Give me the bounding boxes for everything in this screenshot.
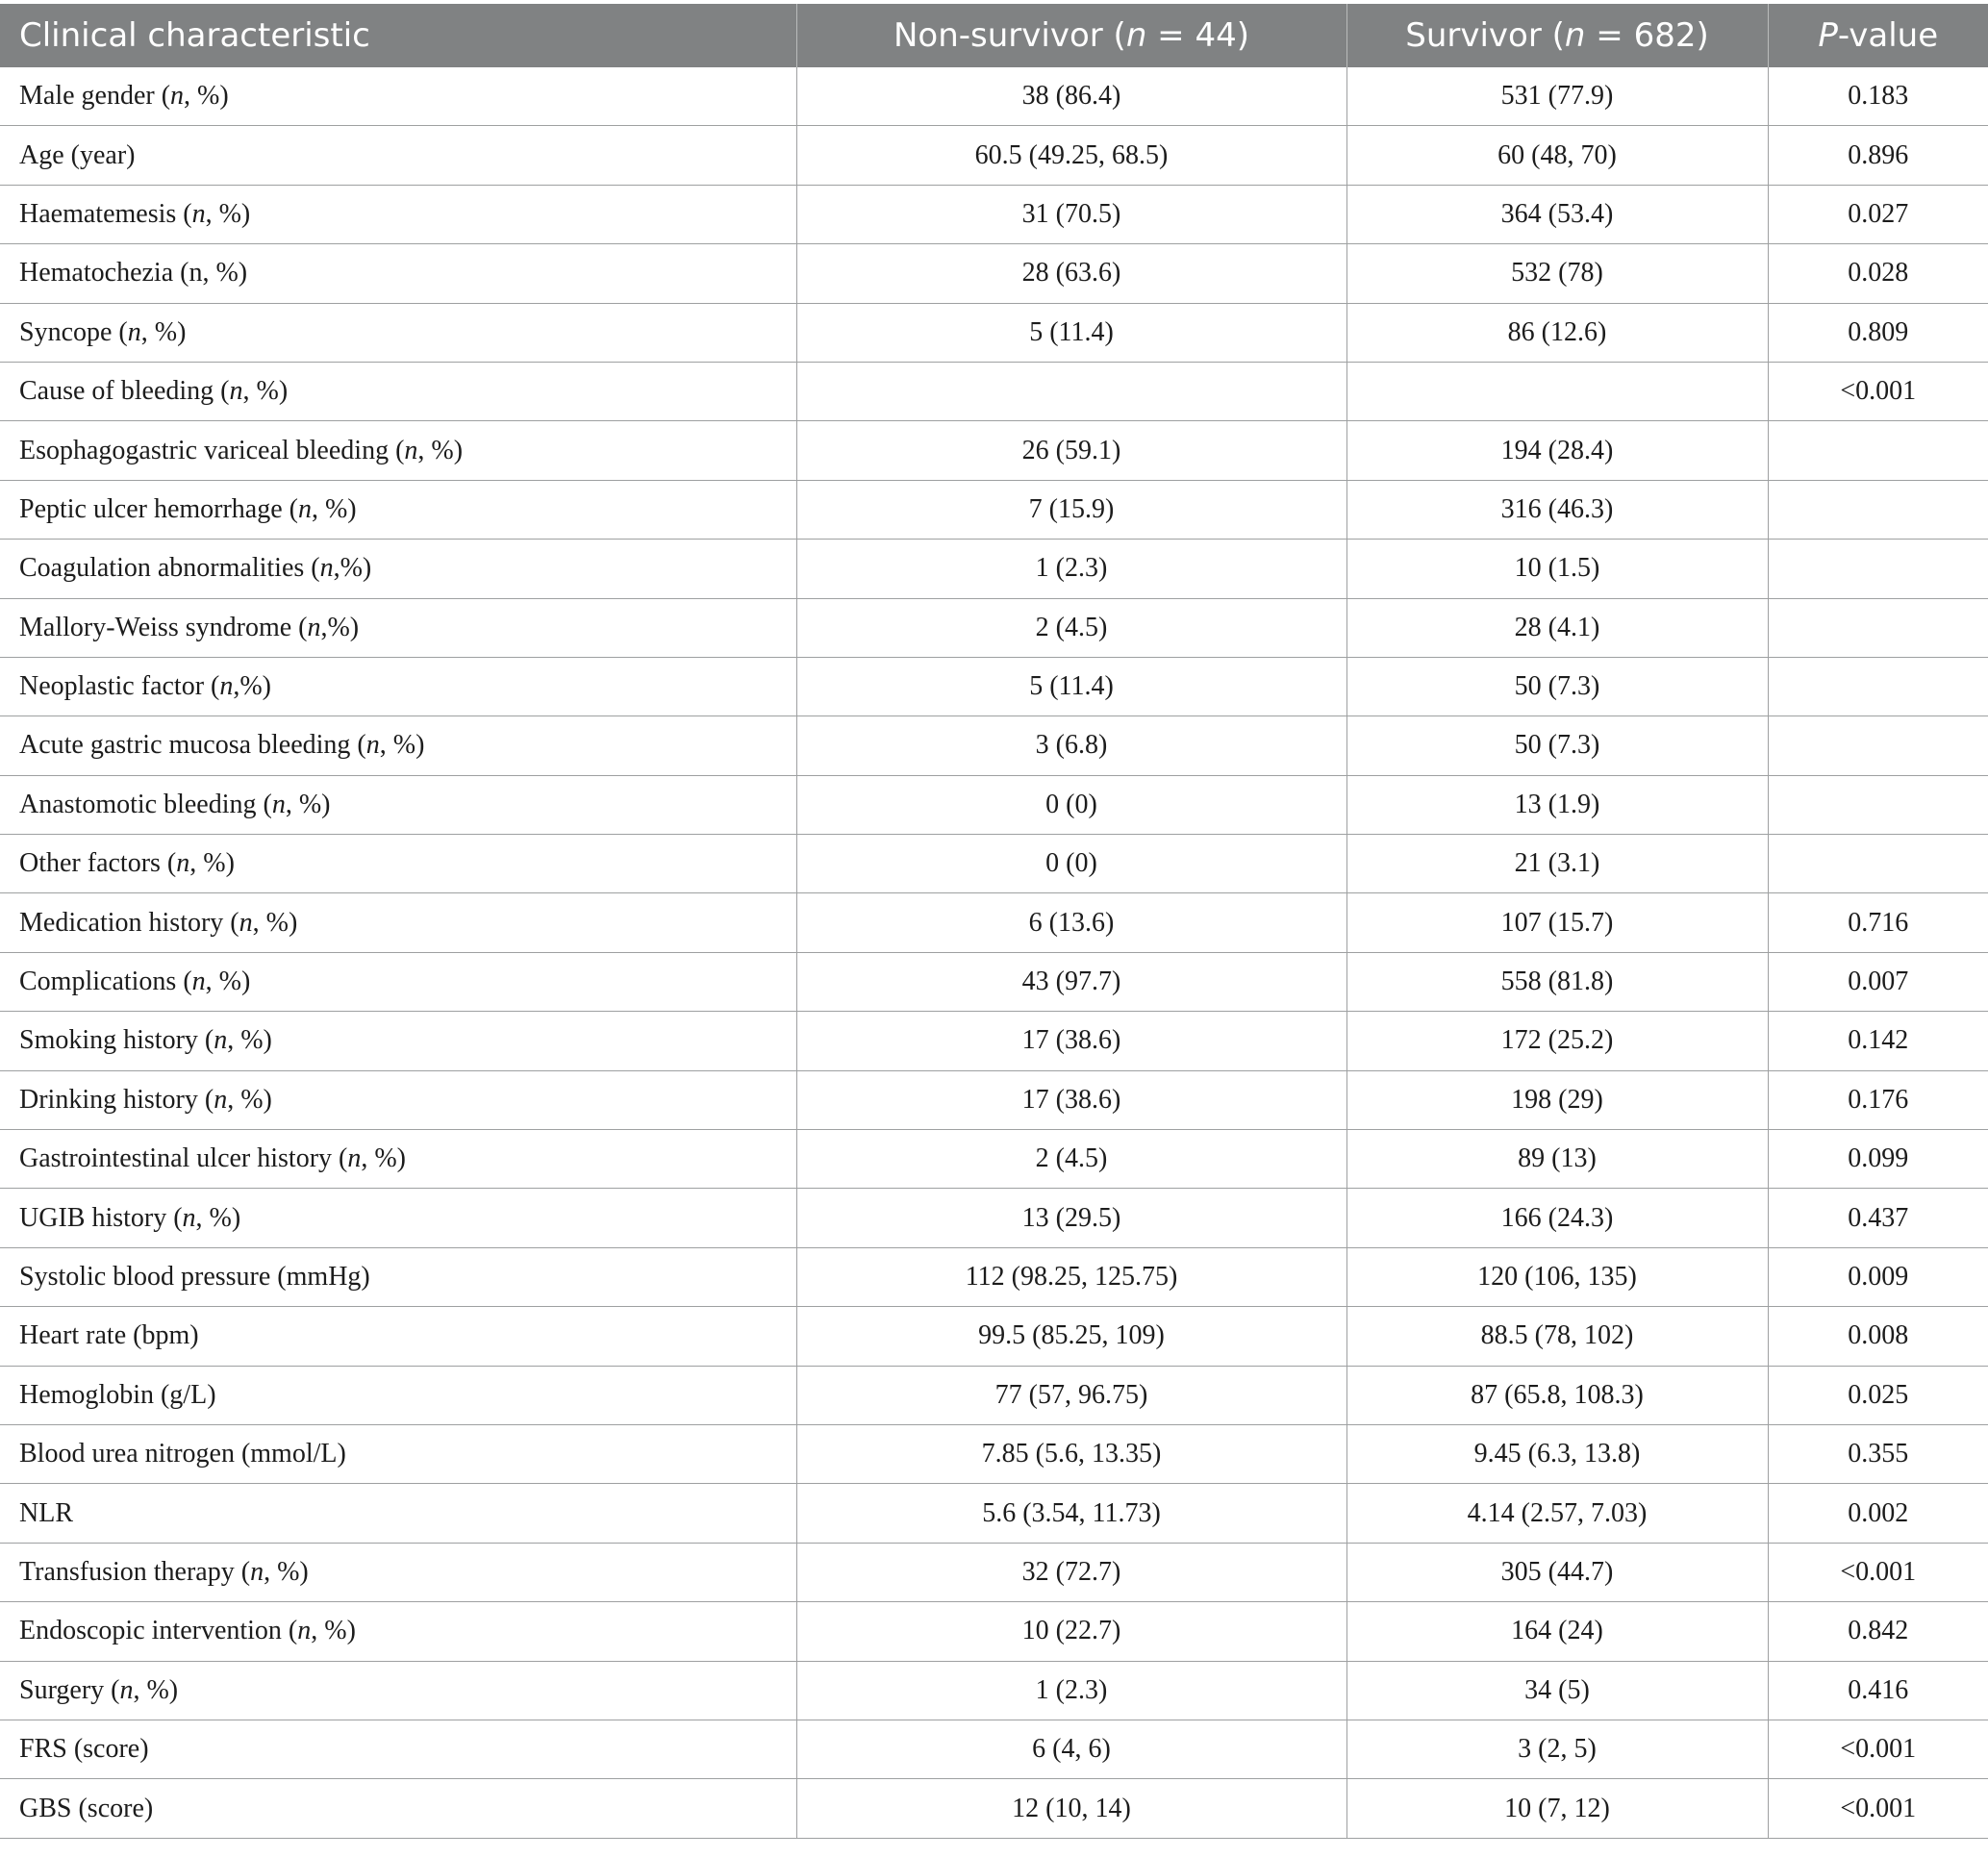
- non-survivor-cell: [796, 362, 1346, 420]
- characteristic-cell: Age (year): [0, 126, 796, 185]
- survivor-cell: 60 (48, 70): [1346, 126, 1768, 185]
- characteristic-cell: GBS (score): [0, 1779, 796, 1838]
- p-value-cell: <0.001: [1768, 1720, 1988, 1778]
- characteristic-cell: Gastrointestinal ulcer history (n, %): [0, 1130, 796, 1189]
- p-value-cell: <0.001: [1768, 362, 1988, 420]
- survivor-cell: 86 (12.6): [1346, 303, 1768, 362]
- non-survivor-cell: 12 (10, 14): [796, 1779, 1346, 1838]
- non-survivor-cell: 2 (4.5): [796, 598, 1346, 657]
- non-survivor-cell: 38 (86.4): [796, 67, 1346, 126]
- non-survivor-cell: 7.85 (5.6, 13.35): [796, 1424, 1346, 1483]
- table-row: [0, 1779, 1988, 1838]
- p-value-cell: 0.009: [1768, 1247, 1988, 1306]
- survivor-cell: 198 (29): [1346, 1070, 1768, 1129]
- table-row: [0, 952, 1988, 1011]
- table-row: [0, 1366, 1988, 1424]
- p-value-cell: 0.002: [1768, 1484, 1988, 1543]
- survivor-cell: 21 (3.1): [1346, 835, 1768, 893]
- characteristic-cell: Mallory-Weiss syndrome (n,%): [0, 598, 796, 657]
- survivor-cell: 4.14 (2.57, 7.03): [1346, 1484, 1768, 1543]
- table-row: [0, 1602, 1988, 1661]
- characteristic-cell: NLR: [0, 1484, 796, 1543]
- table-row: [0, 1247, 1988, 1306]
- table-row: [0, 598, 1988, 657]
- p-value-cell: [1768, 480, 1988, 539]
- p-value-cell: 0.142: [1768, 1012, 1988, 1070]
- survivor-cell: 13 (1.9): [1346, 775, 1768, 834]
- survivor-cell: 10 (1.5): [1346, 540, 1768, 598]
- table-row: [0, 657, 1988, 716]
- non-survivor-cell: 5 (11.4): [796, 303, 1346, 362]
- characteristic-cell: Acute gastric mucosa bleeding (n, %): [0, 716, 796, 775]
- non-survivor-cell: 0 (0): [796, 835, 1346, 893]
- non-survivor-cell: 31 (70.5): [796, 185, 1346, 243]
- survivor-cell: 531 (77.9): [1346, 67, 1768, 126]
- characteristic-cell: UGIB history (n, %): [0, 1189, 796, 1247]
- survivor-cell: 532 (78): [1346, 244, 1768, 303]
- characteristic-cell: Syncope (n, %): [0, 303, 796, 362]
- survivor-cell: 89 (13): [1346, 1130, 1768, 1189]
- table-row: [0, 1424, 1988, 1483]
- non-survivor-cell: 1 (2.3): [796, 540, 1346, 598]
- survivor-cell: 172 (25.2): [1346, 1012, 1768, 1070]
- survivor-cell: 120 (106, 135): [1346, 1247, 1768, 1306]
- p-value-cell: [1768, 421, 1988, 480]
- clinical-characteristics-table-container: [0, 4, 1988, 1839]
- p-value-cell: 0.183: [1768, 67, 1988, 126]
- non-survivor-cell: 5 (11.4): [796, 657, 1346, 716]
- characteristic-cell: Male gender (n, %): [0, 67, 796, 126]
- non-survivor-cell: 10 (22.7): [796, 1602, 1346, 1661]
- table-row: [0, 1661, 1988, 1720]
- characteristic-cell: Drinking history (n, %): [0, 1070, 796, 1129]
- table-row: [0, 185, 1988, 243]
- table-row: [0, 244, 1988, 303]
- characteristic-cell: Endoscopic intervention (n, %): [0, 1602, 796, 1661]
- survivor-cell: 28 (4.1): [1346, 598, 1768, 657]
- table-row: [0, 1012, 1988, 1070]
- p-value-cell: 0.099: [1768, 1130, 1988, 1189]
- survivor-cell: 3 (2, 5): [1346, 1720, 1768, 1778]
- table-row: [0, 1130, 1988, 1189]
- survivor-cell: 10 (7, 12): [1346, 1779, 1768, 1838]
- p-value-cell: 0.176: [1768, 1070, 1988, 1129]
- survivor-cell: 88.5 (78, 102): [1346, 1307, 1768, 1366]
- table-row: [0, 540, 1988, 598]
- non-survivor-cell: 0 (0): [796, 775, 1346, 834]
- non-survivor-cell: 5.6 (3.54, 11.73): [796, 1484, 1346, 1543]
- survivor-cell: 34 (5): [1346, 1661, 1768, 1720]
- p-value-cell: 0.007: [1768, 952, 1988, 1011]
- characteristic-cell: Neoplastic factor (n,%): [0, 657, 796, 716]
- characteristic-cell: Coagulation abnormalities (n,%): [0, 540, 796, 598]
- p-value-cell: <0.001: [1768, 1543, 1988, 1601]
- p-value-cell: [1768, 775, 1988, 834]
- non-survivor-cell: 2 (4.5): [796, 1130, 1346, 1189]
- survivor-cell: [1346, 362, 1768, 420]
- p-value-cell: 0.896: [1768, 126, 1988, 185]
- non-survivor-cell: 1 (2.3): [796, 1661, 1346, 1720]
- table-row: [0, 67, 1988, 126]
- table-header-row: [0, 4, 1988, 67]
- non-survivor-cell: 28 (63.6): [796, 244, 1346, 303]
- table-row: [0, 1720, 1988, 1778]
- characteristic-cell: Esophagogastric variceal bleeding (n, %): [0, 421, 796, 480]
- table-row: [0, 1189, 1988, 1247]
- survivor-cell: 50 (7.3): [1346, 716, 1768, 775]
- non-survivor-cell: 3 (6.8): [796, 716, 1346, 775]
- table-row: [0, 421, 1988, 480]
- p-value-cell: 0.842: [1768, 1602, 1988, 1661]
- non-survivor-cell: 17 (38.6): [796, 1070, 1346, 1129]
- characteristic-cell: Surgery (n, %): [0, 1661, 796, 1720]
- table-row: [0, 1543, 1988, 1601]
- table-row: [0, 893, 1988, 952]
- table-row: [0, 480, 1988, 539]
- characteristic-cell: Smoking history (n, %): [0, 1012, 796, 1070]
- non-survivor-cell: 43 (97.7): [796, 952, 1346, 1011]
- characteristic-cell: Transfusion therapy (n, %): [0, 1543, 796, 1601]
- survivor-cell: 194 (28.4): [1346, 421, 1768, 480]
- non-survivor-cell: 77 (57, 96.75): [796, 1366, 1346, 1424]
- table-row: [0, 362, 1988, 420]
- table-row: [0, 1307, 1988, 1366]
- p-value-cell: [1768, 835, 1988, 893]
- non-survivor-cell: 6 (13.6): [796, 893, 1346, 952]
- p-value-cell: 0.437: [1768, 1189, 1988, 1247]
- survivor-cell: 166 (24.3): [1346, 1189, 1768, 1247]
- p-value-cell: 0.809: [1768, 303, 1988, 362]
- non-survivor-cell: 60.5 (49.25, 68.5): [796, 126, 1346, 185]
- p-value-cell: 0.028: [1768, 244, 1988, 303]
- p-value-cell: [1768, 716, 1988, 775]
- non-survivor-cell: 6 (4, 6): [796, 1720, 1346, 1778]
- survivor-cell: 558 (81.8): [1346, 952, 1768, 1011]
- p-value-cell: 0.008: [1768, 1307, 1988, 1366]
- non-survivor-cell: 17 (38.6): [796, 1012, 1346, 1070]
- characteristic-cell: FRS (score): [0, 1720, 796, 1778]
- characteristic-cell: Anastomotic bleeding (n, %): [0, 775, 796, 834]
- table-row: [0, 716, 1988, 775]
- survivor-cell: 305 (44.7): [1346, 1543, 1768, 1601]
- characteristic-cell: Hematochezia (n, %): [0, 244, 796, 303]
- p-value-cell: [1768, 598, 1988, 657]
- header-clinical-characteristic: Clinical characteristic: [0, 4, 796, 67]
- header-survivor: Survivor (n = 682): [1346, 4, 1768, 67]
- non-survivor-cell: 13 (29.5): [796, 1189, 1346, 1247]
- p-value-cell: [1768, 540, 1988, 598]
- non-survivor-cell: 26 (59.1): [796, 421, 1346, 480]
- header-p-value: P-value: [1768, 4, 1988, 67]
- non-survivor-cell: 7 (15.9): [796, 480, 1346, 539]
- non-survivor-cell: 112 (98.25, 125.75): [796, 1247, 1346, 1306]
- survivor-cell: 87 (65.8, 108.3): [1346, 1366, 1768, 1424]
- characteristic-cell: Other factors (n, %): [0, 835, 796, 893]
- characteristic-cell: Medication history (n, %): [0, 893, 796, 952]
- survivor-cell: 316 (46.3): [1346, 480, 1768, 539]
- table-row: [0, 1484, 1988, 1543]
- characteristic-cell: Complications (n, %): [0, 952, 796, 1011]
- table-body: [0, 67, 1988, 1838]
- clinical-characteristics-table: [0, 4, 1988, 1839]
- table-row: [0, 126, 1988, 185]
- p-value-cell: 0.716: [1768, 893, 1988, 952]
- characteristic-cell: Haematemesis (n, %): [0, 185, 796, 243]
- non-survivor-cell: 99.5 (85.25, 109): [796, 1307, 1346, 1366]
- table-row: [0, 775, 1988, 834]
- characteristic-cell: Peptic ulcer hemorrhage (n, %): [0, 480, 796, 539]
- characteristic-cell: Blood urea nitrogen (mmol/L): [0, 1424, 796, 1483]
- survivor-cell: 9.45 (6.3, 13.8): [1346, 1424, 1768, 1483]
- p-value-cell: 0.025: [1768, 1366, 1988, 1424]
- p-value-cell: 0.355: [1768, 1424, 1988, 1483]
- non-survivor-cell: 32 (72.7): [796, 1543, 1346, 1601]
- table-row: [0, 835, 1988, 893]
- survivor-cell: 50 (7.3): [1346, 657, 1768, 716]
- characteristic-cell: Systolic blood pressure (mmHg): [0, 1247, 796, 1306]
- header-non-survivor: Non-survivor (n = 44): [796, 4, 1346, 67]
- characteristic-cell: Hemoglobin (g/L): [0, 1366, 796, 1424]
- p-value-cell: 0.416: [1768, 1661, 1988, 1720]
- p-value-cell: 0.027: [1768, 185, 1988, 243]
- survivor-cell: 107 (15.7): [1346, 893, 1768, 952]
- p-value-cell: [1768, 657, 1988, 716]
- survivor-cell: 164 (24): [1346, 1602, 1768, 1661]
- table-row: [0, 303, 1988, 362]
- characteristic-cell: Heart rate (bpm): [0, 1307, 796, 1366]
- p-value-cell: <0.001: [1768, 1779, 1988, 1838]
- survivor-cell: 364 (53.4): [1346, 185, 1768, 243]
- characteristic-cell: Cause of bleeding (n, %): [0, 362, 796, 420]
- table-row: [0, 1070, 1988, 1129]
